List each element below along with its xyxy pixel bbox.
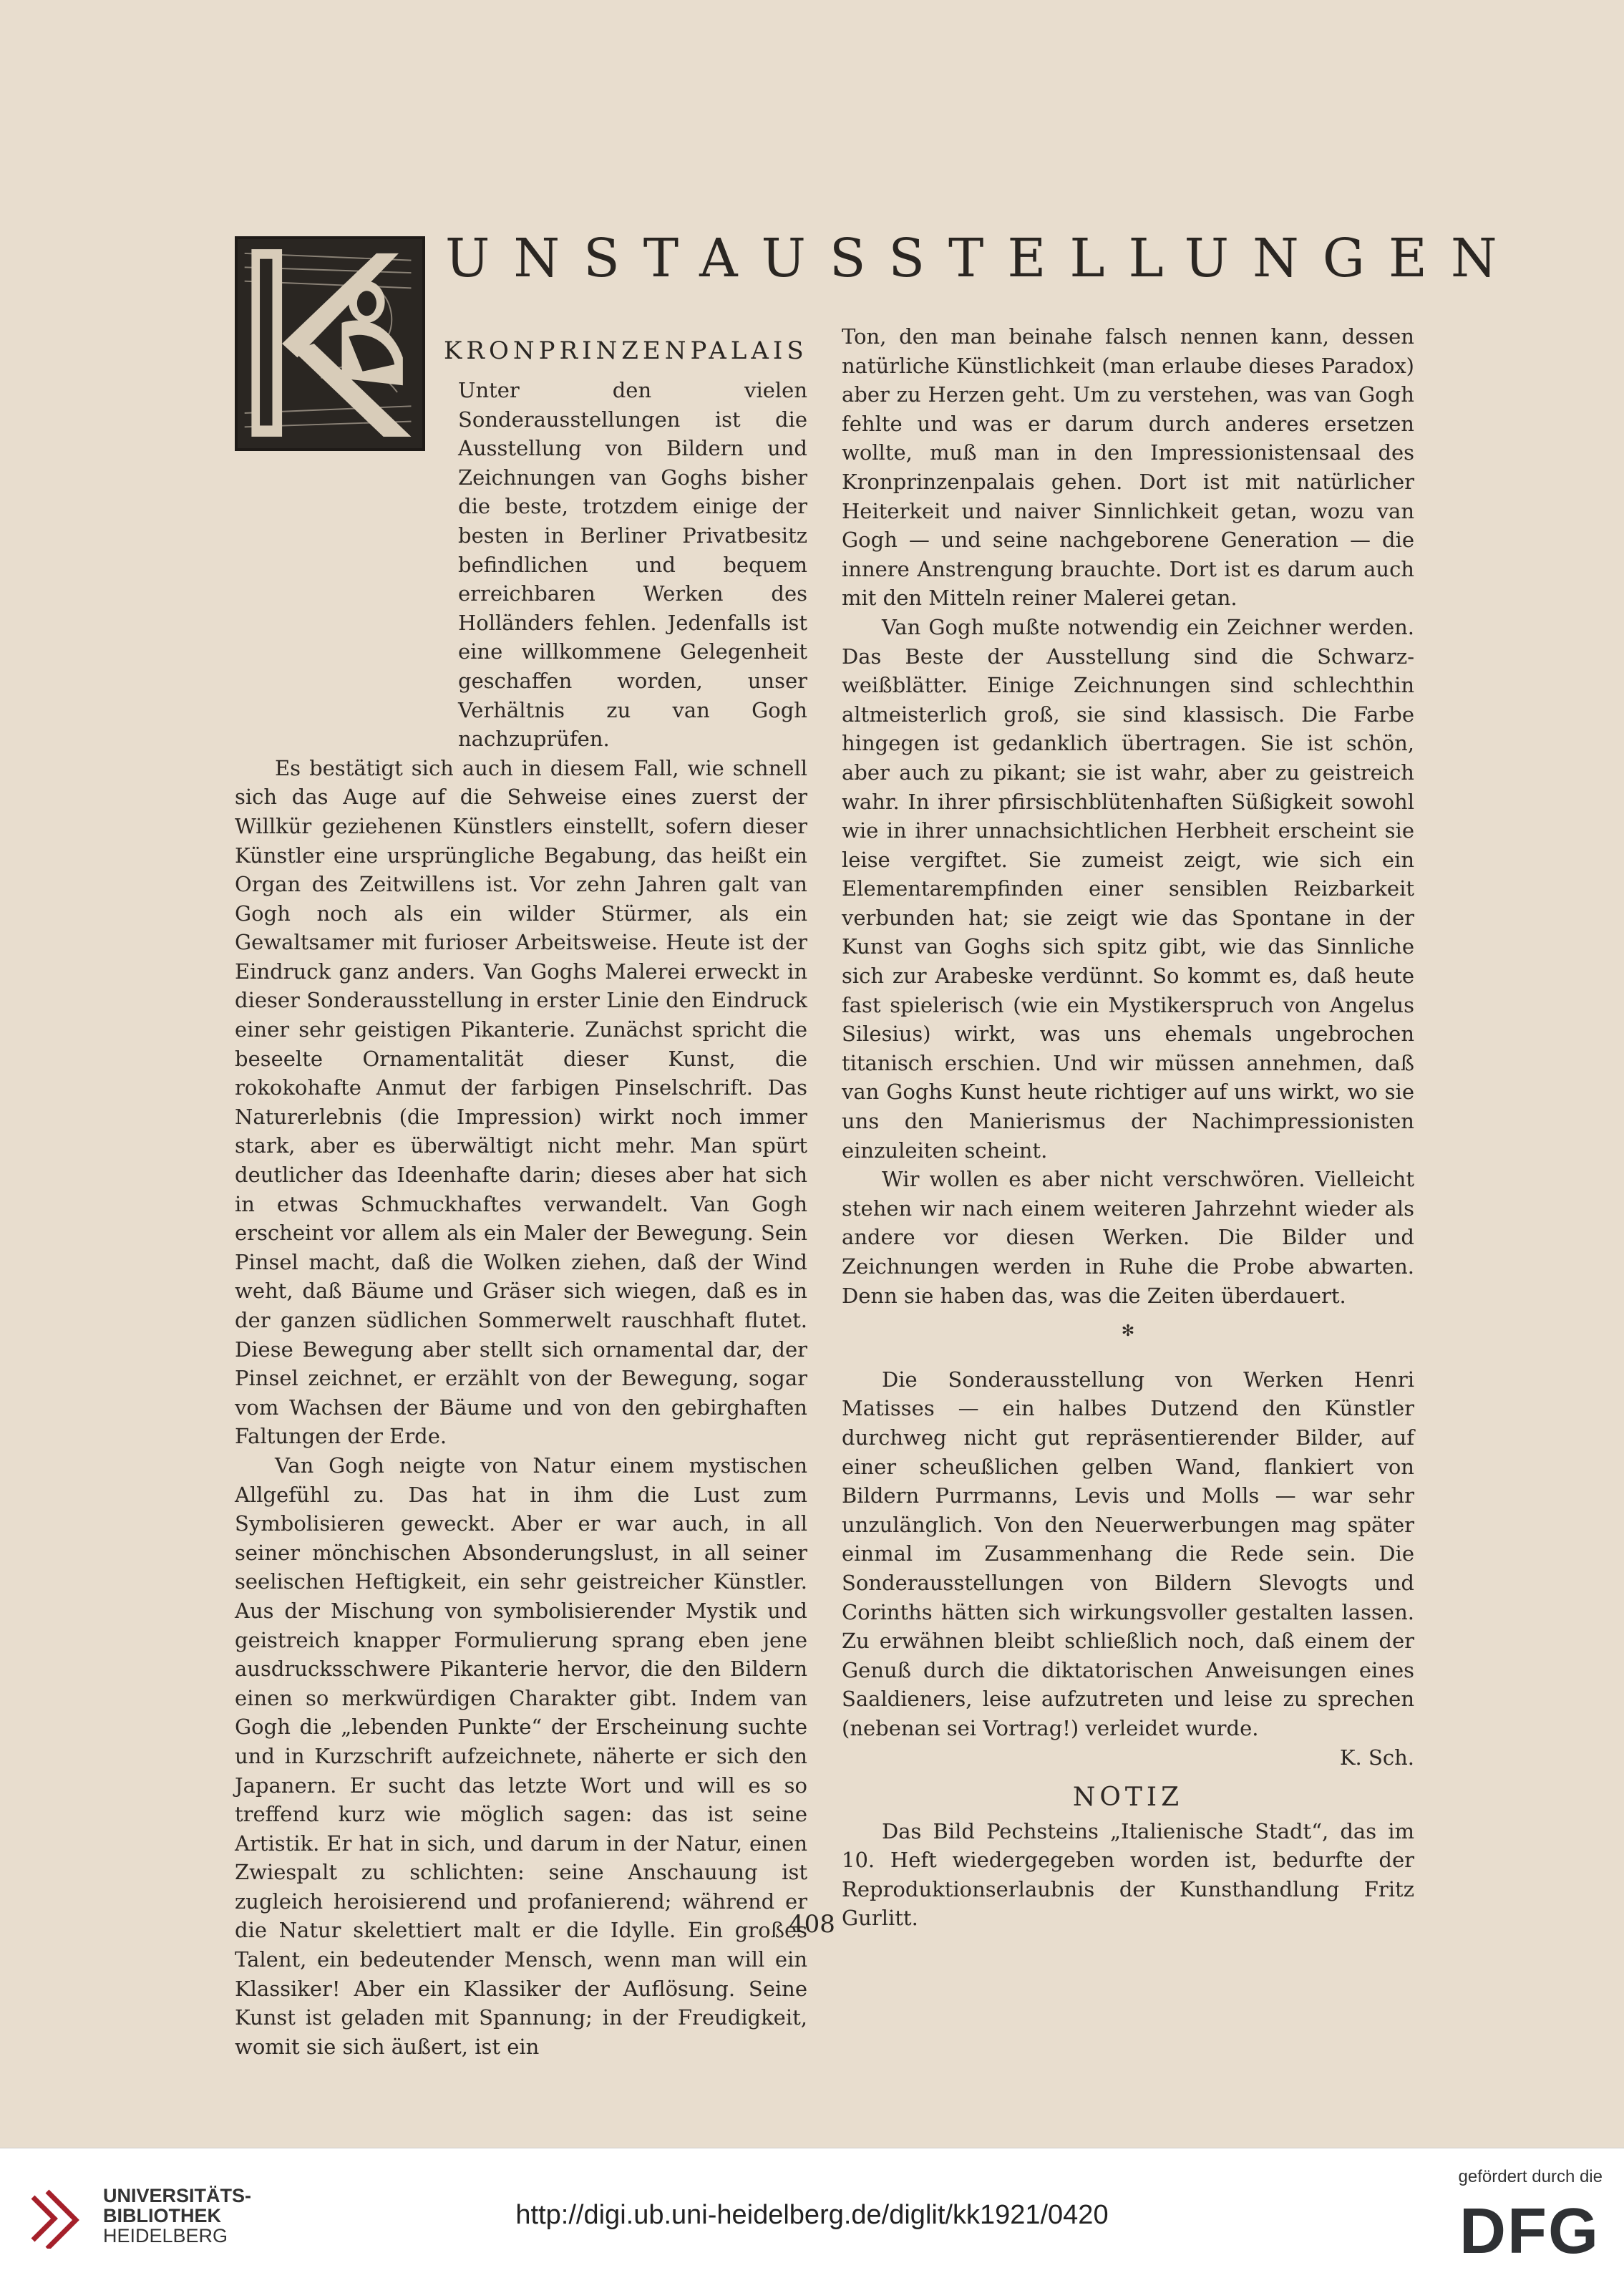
paragraph: Wir wollen es aber nicht verschwören. Vielleicht stehen wir nach einem weiteren Jahrzehnt wieder als andere vor diesen Werken. Die Bilder und Zeichnungen werden in Ruhe die Probe abwarten. Denn sie haben das, was die Zeiten überdauert. [842,1167,1414,1308]
paragraph: Die Sonderausstellung von Werken Henri Matisses — ein halbes Dutzend den Künstler durchweg nicht gut repräsentierender Bilder, auf einer scheußlichen gelben Wand, flankiert von Bildern Purrmanns, Levis und Molls — war sehr unzulänglich. Von den Neuerwerbungen mag später einmal im Zusammenhang die Rede sein. Die Sonderausstellungen von Bildern Slevogts und Corinths hätten sich wirkungsvoller gestalten lassen. Zu erwähnen bleibt schließlich noch, daß einem der Genuß durch die diktatorischen Anweisungen eines Saaldieners, leise aufzutreten und leise zu sprechen (nebenan sei Vortrag!) verleidet wurde. [842,1367,1414,1740]
notiz-heading: NOTIZ [1072,1783,1184,1813]
paragraph: Es bestätigt sich auch in diesem Fall, wie schnell sich das Auge auf die Sehweise eines zuerst der Willkür geziehenen Künstlers einstellt, sofern dieser Künstler eine ursprüngliche Begabung, das heißt ein Organ des Zeitwillens ist. Vor zehn Jahren galt van Gogh noch als ein wilder Stürmer, als ein Gewaltsamer mit furioser Arbeitsweise. Heute ist der Eindruck ganz anders. Van Goghs Malerei erweckt in dieser Sonderausstellung in erster Linie den Eindruck einer sehr geistigen Pikanterie. Zunächst spricht die beseelte Ornamentalität dieser Kunst, die rokokohafte Anmut der farbigen Pinselschrift. Das Naturerlebnis (die Impression) wirkt noch immer stark, aber es überwältigt nicht mehr. Man spürt deutlicher das Ideenhafte darin; dieses aber hat sich in etwas Schmuckhaftes verwandelt. Van Gogh erscheint vor allem als ein Maler der Bewegung. Sein Pinsel macht, daß die Wolken ziehen, daß der Wind weht, daß Bäume und Gräser sich wiegen, daß es in der ganzen südlichen Sommerwelt rauschhaft flutet. Diese Bewegung aber stellt sich ornamental dar, der Pinsel zeichnet, er erzählt von der Bewegung, sogar vom Wachsen der Bäume und von den gebirghaften Faltungen der Erde. [235,755,807,1449]
author-signature: K. Sch. [1339,1745,1414,1770]
paragraph: Ton, den man beinahe falsch nennen kann, dessen natürliche Künstlichkeit (man erlaube dieses Paradox) aber zu Herzen geht. Um zu verstehen, was van Gogh fehlte und was er darum durch anderes ersetzen wollte, muß man in den Impressionistensaal des Kronprinzenpalais gehen. Dort ist mit natürlicher Heiterkeit und naiver Sinnlichkeit getan, wozu van Gogh — und seine nachgeborene Generation — die innere Anstrengung brauchte. Dort ist es darum auch mit den Mitteln reiner Malerei getan. [842,324,1414,611]
paragraph: Van Gogh mußte notwendig ein Zeichner werden. Das Beste der Ausstellung sind die Schwarz-weißblätter. Einige Zeichnungen sind schlechthin altmeisterlich groß, sie sind klassisch. Die Farbe hingegen ist gedanklich übertragen. Sie ist schön, aber auch zu pikant; sie ist wahr, aber zu geistreich wahr. In ihrer pfirsischblütenhaften Süßigkeit sowohl wie in ihrer unnachsichtlichen Herbheit erscheint sie leise vergiftet. Sie zumeist zeigt, wie sich ein Elementarempfinden einer sensiblen Reizbarkeit verbunden hat; sie zeigt wie das Spontane in der Kunst van Goghs sich spitz gibt, wie das Sinnliche sich zur Arabeske verdünnt. So kommt es, daß heute fast spielerisch (wie ein Mystikerspruch von Angelus Silesius) wirkt, was uns ehemals ungebrochen titanisch erschien. Und wir müssen annehmen, daß van Goghs Kunst heute richtiger auf uns wirkt, wo sie uns den Manierismus der Nachimpressionisten einzuleiten scheint. [842,614,1414,1163]
article-headline: UNSTAUSSTELLUNGEN [445,228,1521,289]
paragraph: Van Gogh neigte von Natur einem mystischen Allgefühl zu. Das hat in ihm die Lust zum Symbolisieren geweckt. Aber er war auch, in all seiner mönchischen Absonderungslust, in all seiner seelischen Heftigkeit, ein sehr geistreicher Künstler. Aus der Mischung von symbolisierender Mystik und geistreich knapper Formulierung sprang eben jene ausdrucksschwere Pikanterie hervor, die den Bildern einen so merkwürdigen Charakter gibt. Indem van Gogh die „lebenden Punkte“ der Erscheinung suchte und in Kurzschrift aufzeichnete, näherte er sich den Japanern. Er sucht das letzte Wort und will es so treffend kurz wie möglich sagen: das ist seine Artistik. Er hat in sich, und darum in der Natur, einen Zwiespalt zu schlichten: seine Anschauung ist zugleich heroisierend und profanierend; während er die Natur skelettiert malt er die Idylle. Ein großes Talent, ein bedeutender Mensch, wenn man will ein Klassiker! Aber ein Klassiker der Auflösung. Seine Kunst ist geladen mit Spannung; in der Freudigkeit, womit sie sich äußert, ist ein [235,1453,807,2059]
notiz-paragraph: Das Bild Pechsteins „Italienische Stadt“, das im 10. Heft wiedergegeben worden ist, bedurfte der Reproduktionserlaubnis der Kunsthandlung Fritz Gurlitt. [842,1818,1414,1931]
page-number: 408 [789,1910,835,1939]
permalink-url[interactable]: http://digi.ub.uni-heidelberg.de/diglit/kk1921/0420 [515,2200,1109,2230]
section-separator-ornament: ✻ [1121,1322,1135,1341]
left-column [235,376,807,2061]
right-column [842,322,1414,1933]
dfg-logo: DFG [1459,2196,1600,2267]
intro-paragraph: Unter den vielen Sonderausstellungen ist die Ausstellung von Bildern und Zeichnungen van Goghs bisher die beste, trotzdem einige der besten in Berliner Privatbesitz befindlichen und bequem erreichbaren Werken des Holländers fehlen. Jedenfalls ist eine willkommene Gelegenheit geschaffen worden, unser Verhältnis zu van Gogh nachzuprüfen. [458,378,807,752]
section-subheading: KRONPRINZENPALAIS [444,336,808,365]
library-name-line: HEIDELBERG [103,2225,228,2246]
digitization-footer [0,2148,1624,2283]
funding-note: gefördert durch die [1458,2167,1603,2186]
library-name-line: BIBLIOTHEK [103,2205,221,2226]
library-name-line: UNIVERSITÄTS- [103,2185,252,2206]
